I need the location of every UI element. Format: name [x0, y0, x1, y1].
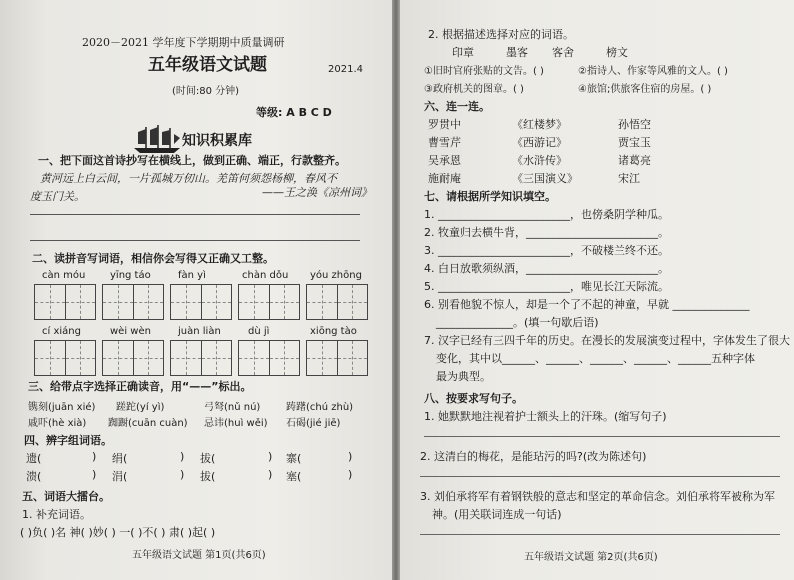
q2-2-title: 2. 根据描述选择对应的词语。 [428, 28, 574, 41]
q8-item: 2. 这清白的梅花，是能玷污的吗?(改为陈述句) [420, 450, 647, 463]
q3-option[interactable]: 戚吓(hè xià) [28, 418, 87, 429]
q5-title: 五、词语大擂台。 [22, 490, 110, 503]
header-title: 2020－2021 学年度下学期期中质量调研 [82, 36, 285, 49]
pinyin-label: yóu zhōng [310, 270, 362, 281]
q7-title: 七、请根据所学知识填空。 [424, 190, 556, 203]
q2-2-item[interactable]: ②指诗人、作家等风雅的文人。( ) [578, 66, 728, 77]
q4-blank[interactable]: ) [180, 468, 185, 481]
exam-date: 2021.4 [328, 64, 363, 75]
q7-item[interactable]: 1. ________________________，也傍桑阴学种瓜。 [424, 208, 669, 221]
q6-author[interactable]: 罗贯中 [428, 118, 461, 131]
q6-book[interactable]: 《水浒传》 [512, 154, 567, 167]
q4-blank[interactable]: ) [180, 450, 185, 463]
q8-answer-line[interactable] [424, 436, 780, 437]
q2-title: 二、读拼音写词语，相信你会写得又正确又工整。 [32, 252, 274, 265]
q1-poem-line1: 黄河远上白云间，一片孤城万仞山。羌笛何须怨杨柳，春风不 [40, 172, 337, 185]
q6-book[interactable]: 《西游记》 [512, 136, 567, 149]
pinyin-label: càn móu [42, 270, 86, 281]
q1-answer-line-2[interactable] [30, 240, 360, 241]
q7-item: 最为典型。 [436, 370, 491, 383]
q7-item[interactable]: ______________。(填一句歇后语) [436, 316, 599, 329]
q4-char: 溃( [26, 470, 42, 483]
q4-blank[interactable]: ) [348, 450, 353, 463]
q6-character[interactable]: 孙悟空 [618, 118, 651, 131]
q2-2-word: 客舍 [552, 46, 574, 59]
q3-option[interactable]: 踟蹰(cuān cuàn) [108, 418, 188, 429]
tianzige-box[interactable] [238, 284, 300, 320]
tianzige-box[interactable] [34, 284, 96, 320]
q4-char: 塞( [286, 470, 302, 483]
page-footer: 五年级语文试题 第2页(共6页) [524, 552, 658, 563]
tianzige-box[interactable] [170, 284, 232, 320]
q3-title: 三、给带点字选择正确读音，用“——”标出。 [28, 380, 252, 393]
tianzige-box[interactable] [102, 340, 164, 376]
exam-duration: (时间:80 分钟) [172, 86, 240, 97]
q2-2-word: 墨客 [506, 46, 528, 59]
q7-item[interactable]: 6. 别看他貌不惊人，却是一个了不起的神童，早就 ______________ [424, 298, 750, 311]
q3-option[interactable]: 弓弩(nǔ nú) [204, 402, 261, 413]
book-gutter [392, 0, 400, 580]
q2-2-item[interactable]: ④旅馆;供旅客住宿的房屋。( ) [578, 84, 712, 95]
q4-blank[interactable]: ) [268, 450, 273, 463]
grade-label: 等级: A B C D [256, 106, 332, 119]
exam-page-1 [0, 0, 392, 580]
q2-2-word: 榜文 [606, 46, 628, 59]
pinyin-label: wèi wèn [110, 326, 151, 337]
sailing-ship-icon [132, 124, 184, 154]
q7-item[interactable]: 5. ________________________，唯见长江天际流。 [424, 280, 669, 293]
q4-char: 绢( [112, 452, 128, 465]
q8-item: 1. 她默默地注视着护士额头上的汗珠。(缩写句子) [424, 410, 667, 423]
q1-answer-line-1[interactable] [30, 214, 360, 215]
pinyin-label: cí xiáng [42, 326, 81, 337]
q6-book[interactable]: 《三国演义》 [512, 172, 578, 185]
q2-2-item[interactable]: ①旧时官府张贴的文告。( ) [424, 66, 544, 77]
q7-item[interactable]: 7. 汉字已经有三四千年的历史。在漫长的发展演变过程中，字体发生了很大 [424, 334, 790, 347]
pinyin-label: juàn liàn [178, 326, 221, 337]
tianzige-box[interactable] [238, 340, 300, 376]
tianzige-box[interactable] [102, 284, 164, 320]
q6-title: 六、连一连。 [424, 100, 490, 113]
section-logo-text: 知识积累库 [182, 133, 252, 149]
q4-char: 遗( [26, 452, 42, 465]
tianzige-box[interactable] [306, 284, 368, 320]
q6-character[interactable]: 宋江 [618, 172, 640, 185]
q7-item[interactable]: 变化，其中以______、______、______、______、______五种字体 [436, 352, 755, 365]
q8-item: 3. 刘伯承将军有着钢铁般的意志和坚定的革命信念。刘伯承将军被称为军 [420, 490, 775, 503]
pinyin-label: fàn yì [178, 270, 206, 281]
q3-option[interactable]: 蹉跎(yí yì) [116, 402, 165, 413]
q5-subtitle: 1. 补充词语。 [22, 508, 91, 521]
q5-fill-line[interactable]: ( )负( )名 神( )妙( ) 一( )不( ) 肃( )起( ) [20, 526, 216, 539]
q2-2-word: 印章 [452, 46, 474, 59]
exam-page-2 [400, 0, 794, 580]
tianzige-box[interactable] [306, 340, 368, 376]
q1-title: 一、把下面这首诗抄写在横线上，做到正确、端正，行款整齐。 [38, 154, 346, 167]
q4-char: 寨( [286, 452, 302, 465]
q4-char: 拔( [200, 470, 216, 483]
q7-item[interactable]: 3. ________________________，不破楼兰终不还。 [424, 244, 669, 257]
q4-char: 涓( [112, 470, 128, 483]
q3-option[interactable]: 忌讳(huì wěi) [204, 418, 268, 429]
pinyin-label: dù jì [248, 326, 270, 337]
q4-blank[interactable]: ) [92, 450, 97, 463]
q8-answer-line[interactable] [420, 534, 780, 535]
q1-poem-line2: 度玉门关。 [30, 190, 85, 203]
q6-character[interactable]: 贾宝玉 [618, 136, 651, 149]
pinyin-label: yīng táo [110, 270, 151, 281]
tianzige-box[interactable] [170, 340, 232, 376]
q3-option[interactable]: 踌躇(chú zhù) [286, 402, 354, 413]
q4-blank[interactable]: ) [268, 468, 273, 481]
q4-title: 四、辨字组词语。 [24, 434, 112, 447]
pinyin-label: chàn dǒu [242, 270, 289, 281]
exam-title: 五年级语文试题 [148, 55, 267, 75]
page-footer: 五年级语文试题 第1页(共6页) [132, 550, 266, 561]
q8-item: 神。(用关联词连成一句话) [432, 508, 562, 521]
q3-option[interactable]: 石碣(jié jiē) [286, 418, 341, 429]
q6-author[interactable]: 吴承恩 [428, 154, 461, 167]
q3-option[interactable]: 镌刻(juān xié) [28, 402, 96, 413]
q4-blank[interactable]: ) [92, 468, 97, 481]
q2-2-item[interactable]: ③政府机关的图章。( ) [424, 84, 524, 95]
q6-character[interactable]: 诸葛亮 [618, 154, 651, 167]
q6-book[interactable]: 《红楼梦》 [512, 118, 567, 131]
q6-author[interactable]: 曹雪芹 [428, 136, 461, 149]
q8-title: 八、按要求写句子。 [424, 392, 523, 405]
q4-char: 拔( [200, 452, 216, 465]
pinyin-label: xiōng tào [310, 326, 357, 337]
q4-blank[interactable]: ) [348, 468, 353, 481]
tianzige-box[interactable] [34, 340, 96, 376]
q6-author[interactable]: 施耐庵 [428, 172, 461, 185]
q1-attribution: ——王之涣《凉州词》 [262, 186, 372, 199]
q7-item[interactable]: 2. 牧童归去横牛背，________________________。 [424, 226, 669, 239]
q8-answer-line[interactable] [420, 476, 780, 477]
q7-item[interactable]: 4. 白日放歌须纵酒，________________________。 [424, 262, 669, 275]
